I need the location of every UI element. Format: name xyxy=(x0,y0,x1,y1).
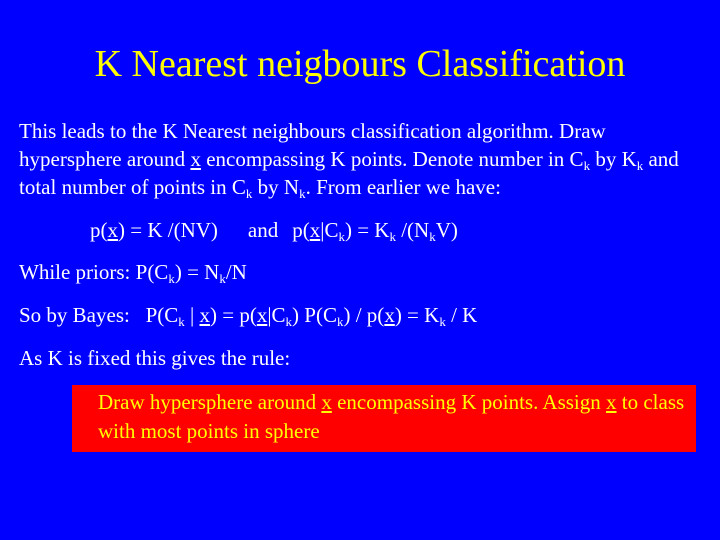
vector-x: x xyxy=(321,390,332,414)
and-word: and xyxy=(247,218,279,242)
rule-intro: As K is fixed this gives the rule: xyxy=(19,346,291,370)
priors-line: While priors: $P(C_k) = N_k/N$ xyxy=(19,260,247,286)
bayes-line: So by Bayes: $P(C_k$ | $x) = p(x|C_k)$ $P(C_k) / p(x) = K_k / K$ xyxy=(19,303,478,329)
intro-paragraph: This leads to the K Nearest neighbours classification algorithm. Draw hypersphere around x encompassing K points. Denote number in $C_k$ by $K_k$ and total number of points in $C_k$ by $N_k$. From earlier we have: xyxy=(19,119,679,201)
density-equations: p(x) = K /(NV) and $p(x|C_k) = K_k$ $/(N_kV)$ xyxy=(90,218,458,244)
vector-x: x xyxy=(309,218,321,242)
vector-x: x xyxy=(199,303,210,327)
rule-text: Draw hypersphere around x encompassing K points. Assign x to class with most points in sphere xyxy=(98,390,685,443)
vector-x: x xyxy=(190,147,201,171)
vector-x: x xyxy=(107,218,118,242)
vector-x: x xyxy=(606,390,617,414)
rule-highlight-box xyxy=(72,385,696,452)
vector-x: x xyxy=(256,303,268,327)
vector-x: x xyxy=(384,303,395,327)
slide-title: K Nearest neigbours Classification xyxy=(94,43,626,85)
